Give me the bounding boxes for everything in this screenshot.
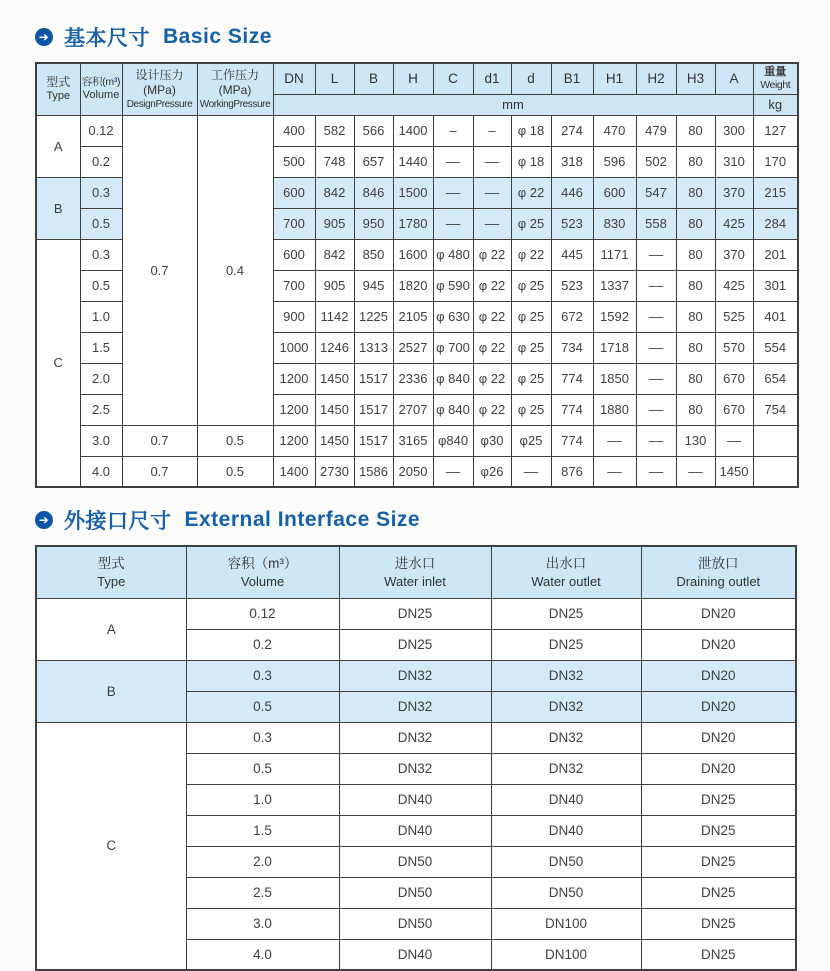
cell-inlet: DN50 [339, 877, 491, 908]
cell-weight: 215 [753, 177, 798, 208]
col-header-h2: H2 [636, 63, 676, 94]
cell: 2730 [315, 456, 354, 487]
cell: φ 22 [473, 239, 511, 270]
cell-volume: 1.5 [186, 815, 339, 846]
section-title-en: Basic Size [163, 25, 272, 48]
cell: φ 22 [473, 363, 511, 394]
cell: –– [676, 456, 715, 487]
col-header-type: 型式 Type [36, 63, 80, 115]
col-header-weight: 重量 Weight [753, 63, 798, 94]
cell: –– [473, 177, 511, 208]
col-header-b1: B1 [551, 63, 593, 94]
cell: 525 [715, 301, 753, 332]
cell-drain: DN20 [641, 722, 796, 753]
col-header-h1: H1 [593, 63, 636, 94]
cell: 80 [676, 270, 715, 301]
cell: φ 25 [511, 394, 551, 425]
cell: 1780 [393, 208, 433, 239]
cell-weight: 284 [753, 208, 798, 239]
table-row [36, 598, 796, 629]
cell: 748 [315, 146, 354, 177]
cell: –– [433, 208, 473, 239]
cell: φ 25 [511, 301, 551, 332]
cell: 80 [676, 177, 715, 208]
type-group-c: C [36, 722, 186, 970]
cell: 300 [715, 115, 753, 146]
cell-drain: DN20 [641, 598, 796, 629]
cell: 446 [551, 177, 593, 208]
cell-outlet: DN100 [491, 939, 641, 970]
cell: 596 [593, 146, 636, 177]
cell-weight: 554 [753, 332, 798, 363]
cell: –– [473, 146, 511, 177]
cell-inlet: DN32 [339, 753, 491, 784]
cell: 830 [593, 208, 636, 239]
cell-outlet: DN50 [491, 877, 641, 908]
table-row [36, 115, 798, 146]
cell: φ25 [511, 425, 551, 456]
cell: 672 [551, 301, 593, 332]
cell: 80 [676, 332, 715, 363]
cell-inlet: DN50 [339, 846, 491, 877]
type-group-b: B [36, 177, 80, 239]
cell: –– [636, 239, 676, 270]
basic-size-table [35, 62, 799, 488]
cell: 370 [715, 177, 753, 208]
cell-inlet: DN25 [339, 629, 491, 660]
cell: 1500 [393, 177, 433, 208]
cell-outlet: DN25 [491, 598, 641, 629]
cell: 950 [354, 208, 393, 239]
unit-mm: mm [273, 94, 753, 115]
cell-volume: 2.0 [186, 846, 339, 877]
cell: 547 [636, 177, 676, 208]
cell: 1225 [354, 301, 393, 332]
cell: φ26 [473, 456, 511, 487]
table-row [36, 660, 796, 691]
col-header-h3: H3 [676, 63, 715, 94]
cell: φ 25 [511, 332, 551, 363]
cell-volume: 0.3 [186, 722, 339, 753]
cell-volume: 0.12 [80, 115, 122, 146]
cell: 130 [676, 425, 715, 456]
col-header-h: H [393, 63, 433, 94]
cell: 734 [551, 332, 593, 363]
cell: 502 [636, 146, 676, 177]
cell: –– [433, 146, 473, 177]
cell-volume: 0.5 [186, 691, 339, 722]
cell: –– [636, 270, 676, 301]
cell-design-pressure-merged: 0.7 [122, 115, 197, 425]
cell: 80 [676, 146, 715, 177]
cell: 2050 [393, 456, 433, 487]
col-header-d1: d1 [473, 63, 511, 94]
cell-volume: 0.5 [186, 753, 339, 784]
cell-volume: 1.5 [80, 332, 122, 363]
cell-working-pressure-merged: 0.4 [197, 115, 273, 425]
cell: –– [715, 425, 753, 456]
cell-outlet: DN50 [491, 846, 641, 877]
cell: 1880 [593, 394, 636, 425]
col-header-water-outlet: 出水口 Water outlet [491, 546, 641, 598]
section-title-en: External Interface Size [184, 508, 421, 531]
cell: 566 [354, 115, 393, 146]
cell-volume: 2.5 [80, 394, 122, 425]
cell: 945 [354, 270, 393, 301]
table-row [36, 425, 798, 456]
cell: 80 [676, 301, 715, 332]
cell-inlet: DN40 [339, 939, 491, 970]
cell-weight: 170 [753, 146, 798, 177]
type-group-c: C [36, 239, 80, 487]
cell-outlet: DN25 [491, 629, 641, 660]
cell-drain: DN25 [641, 908, 796, 939]
cell: 80 [676, 363, 715, 394]
cell: 1440 [393, 146, 433, 177]
external-interface-section-title [35, 505, 795, 535]
cell: 657 [354, 146, 393, 177]
cell-design-pressure: 0.7 [122, 425, 197, 456]
cell: 1171 [593, 239, 636, 270]
col-header-b: B [354, 63, 393, 94]
cell: 1200 [273, 425, 315, 456]
arrow-right-circle-icon: ➜ [35, 511, 53, 529]
cell-weight: 301 [753, 270, 798, 301]
col-header-draining-outlet: 泄放口 Draining outlet [641, 546, 796, 598]
cell: 842 [315, 239, 354, 270]
cell-inlet: DN32 [339, 660, 491, 691]
cell-volume: 0.5 [80, 208, 122, 239]
cell-volume: 2.5 [186, 877, 339, 908]
cell: – [473, 115, 511, 146]
table-row [36, 722, 796, 753]
col-header-volume: 容积(m³) Volume [80, 63, 122, 115]
cell: 1600 [393, 239, 433, 270]
cell: 900 [273, 301, 315, 332]
cell: 1000 [273, 332, 315, 363]
cell-inlet: DN40 [339, 815, 491, 846]
cell-inlet: DN32 [339, 691, 491, 722]
cell: 1450 [315, 363, 354, 394]
cell-inlet: DN32 [339, 722, 491, 753]
cell: 905 [315, 208, 354, 239]
cell: 1718 [593, 332, 636, 363]
cell: –– [433, 456, 473, 487]
cell: 1820 [393, 270, 433, 301]
cell-drain: DN20 [641, 753, 796, 784]
cell: 2336 [393, 363, 433, 394]
cell-weight: 401 [753, 301, 798, 332]
cell: 1200 [273, 394, 315, 425]
cell-drain: DN20 [641, 629, 796, 660]
basic-size-section-title [35, 22, 795, 52]
cell: φ 22 [473, 332, 511, 363]
cell: φ 22 [473, 394, 511, 425]
cell-volume: 0.3 [80, 239, 122, 270]
cell: 600 [593, 177, 636, 208]
cell-outlet: DN100 [491, 908, 641, 939]
cell: 1400 [393, 115, 433, 146]
col-header-c: C [433, 63, 473, 94]
cell: φ 630 [433, 301, 473, 332]
cell: φ30 [473, 425, 511, 456]
cell: 1592 [593, 301, 636, 332]
cell: 1586 [354, 456, 393, 487]
cell-weight: 127 [753, 115, 798, 146]
cell-drain: DN25 [641, 846, 796, 877]
col-header-d: d [511, 63, 551, 94]
cell: 425 [715, 270, 753, 301]
col-header-a: A [715, 63, 753, 94]
cell: 80 [676, 208, 715, 239]
cell: φ 22 [511, 177, 551, 208]
cell: –– [636, 363, 676, 394]
cell: 500 [273, 146, 315, 177]
cell-outlet: DN32 [491, 660, 641, 691]
cell: –– [593, 456, 636, 487]
cell: –– [593, 425, 636, 456]
cell: 1200 [273, 363, 315, 394]
cell: φ 840 [433, 363, 473, 394]
col-header-type: 型式 Type [36, 546, 186, 598]
cell: 2105 [393, 301, 433, 332]
cell: 670 [715, 363, 753, 394]
cell: φ 25 [511, 363, 551, 394]
cell: 2527 [393, 332, 433, 363]
cell: φ 480 [433, 239, 473, 270]
cell: 318 [551, 146, 593, 177]
cell: 470 [593, 115, 636, 146]
col-header-l: L [315, 63, 354, 94]
cell-working-pressure: 0.5 [197, 456, 273, 487]
unit-kg: kg [753, 94, 798, 115]
col-header-dn: DN [273, 63, 315, 94]
col-header-volume: 容积（m³） Volume [186, 546, 339, 598]
cell: 600 [273, 177, 315, 208]
cell: 80 [676, 239, 715, 270]
cell: –– [636, 301, 676, 332]
cell-outlet: DN32 [491, 753, 641, 784]
cell: 600 [273, 239, 315, 270]
cell-inlet: DN25 [339, 598, 491, 629]
cell: 1450 [315, 394, 354, 425]
cell: –– [636, 425, 676, 456]
cell: –– [511, 456, 551, 487]
cell-drain: DN25 [641, 815, 796, 846]
cell: 425 [715, 208, 753, 239]
cell: 700 [273, 208, 315, 239]
cell: φ 18 [511, 115, 551, 146]
header-row [36, 546, 796, 598]
cell-volume: 0.5 [80, 270, 122, 301]
cell: φ840 [433, 425, 473, 456]
cell: 80 [676, 115, 715, 146]
cell: 523 [551, 270, 593, 301]
cell-drain: DN25 [641, 877, 796, 908]
cell-drain: DN20 [641, 691, 796, 722]
cell: –– [636, 332, 676, 363]
cell: φ 25 [511, 208, 551, 239]
cell-volume: 2.0 [80, 363, 122, 394]
cell: 850 [354, 239, 393, 270]
cell-inlet: DN50 [339, 908, 491, 939]
cell: φ 700 [433, 332, 473, 363]
cell: φ 590 [433, 270, 473, 301]
cell-volume: 0.3 [80, 177, 122, 208]
cell-weight: 754 [753, 394, 798, 425]
cell-weight: 201 [753, 239, 798, 270]
cell: 310 [715, 146, 753, 177]
cell: –– [473, 208, 511, 239]
cell: 700 [273, 270, 315, 301]
cell-volume: 0.2 [186, 629, 339, 660]
cell-volume: 1.0 [186, 784, 339, 815]
cell: φ 18 [511, 146, 551, 177]
cell: 774 [551, 425, 593, 456]
cell: φ 22 [473, 270, 511, 301]
cell: –– [636, 456, 676, 487]
cell: 3165 [393, 425, 433, 456]
cell: 1517 [354, 394, 393, 425]
cell: 774 [551, 394, 593, 425]
cell-volume: 4.0 [80, 456, 122, 487]
cell-volume: 1.0 [80, 301, 122, 332]
cell: 445 [551, 239, 593, 270]
table-row [36, 456, 798, 487]
cell-volume: 0.3 [186, 660, 339, 691]
cell-drain: DN20 [641, 660, 796, 691]
cell: 1517 [354, 425, 393, 456]
cell: φ 840 [433, 394, 473, 425]
cell: φ 25 [511, 270, 551, 301]
cell: 582 [315, 115, 354, 146]
cell-volume: 0.12 [186, 598, 339, 629]
cell: 1850 [593, 363, 636, 394]
cell-weight [753, 456, 798, 487]
cell-volume: 0.2 [80, 146, 122, 177]
cell: 1450 [715, 456, 753, 487]
section-title-zh: 基本尺寸 [64, 27, 150, 50]
cell: 842 [315, 177, 354, 208]
cell-inlet: DN40 [339, 784, 491, 815]
cell: 558 [636, 208, 676, 239]
col-header-design-pressure: 设计压力(MPa) DesignPressure [122, 63, 197, 115]
cell-weight: 654 [753, 363, 798, 394]
cell-outlet: DN32 [491, 691, 641, 722]
cell: – [433, 115, 473, 146]
cell: 774 [551, 363, 593, 394]
cell: –– [433, 177, 473, 208]
col-header-working-pressure: 工作压力(MPa) WorkingPressure [197, 63, 273, 115]
arrow-right-circle-icon: ➜ [35, 28, 53, 46]
cell-drain: DN25 [641, 784, 796, 815]
cell: 400 [273, 115, 315, 146]
cell: 2707 [393, 394, 433, 425]
cell: 1142 [315, 301, 354, 332]
cell: 1517 [354, 363, 393, 394]
cell: 1400 [273, 456, 315, 487]
cell-drain: DN25 [641, 939, 796, 970]
cell: 1246 [315, 332, 354, 363]
cell: 876 [551, 456, 593, 487]
type-group-a: A [36, 115, 80, 177]
cell: 80 [676, 394, 715, 425]
type-group-a: A [36, 598, 186, 660]
header-row-1 [36, 63, 798, 94]
cell: 846 [354, 177, 393, 208]
cell: 370 [715, 239, 753, 270]
cell: 905 [315, 270, 354, 301]
cell: 479 [636, 115, 676, 146]
cell-weight [753, 425, 798, 456]
cell: φ 22 [473, 301, 511, 332]
cell-outlet: DN40 [491, 784, 641, 815]
cell: –– [636, 394, 676, 425]
cell: 274 [551, 115, 593, 146]
cell-volume: 3.0 [186, 908, 339, 939]
cell: 1313 [354, 332, 393, 363]
cell-volume: 4.0 [186, 939, 339, 970]
cell: φ 22 [511, 239, 551, 270]
cell-volume: 3.0 [80, 425, 122, 456]
cell: 1450 [315, 425, 354, 456]
cell-outlet: DN40 [491, 815, 641, 846]
cell: 670 [715, 394, 753, 425]
external-interface-table [35, 545, 797, 971]
cell: 523 [551, 208, 593, 239]
cell-outlet: DN32 [491, 722, 641, 753]
section-title-zh: 外接口尺寸 [64, 510, 172, 533]
col-header-water-inlet: 进水口 Water inlet [339, 546, 491, 598]
cell-design-pressure: 0.7 [122, 456, 197, 487]
cell: 1337 [593, 270, 636, 301]
cell-working-pressure: 0.5 [197, 425, 273, 456]
cell: 570 [715, 332, 753, 363]
type-group-b: B [36, 660, 186, 722]
